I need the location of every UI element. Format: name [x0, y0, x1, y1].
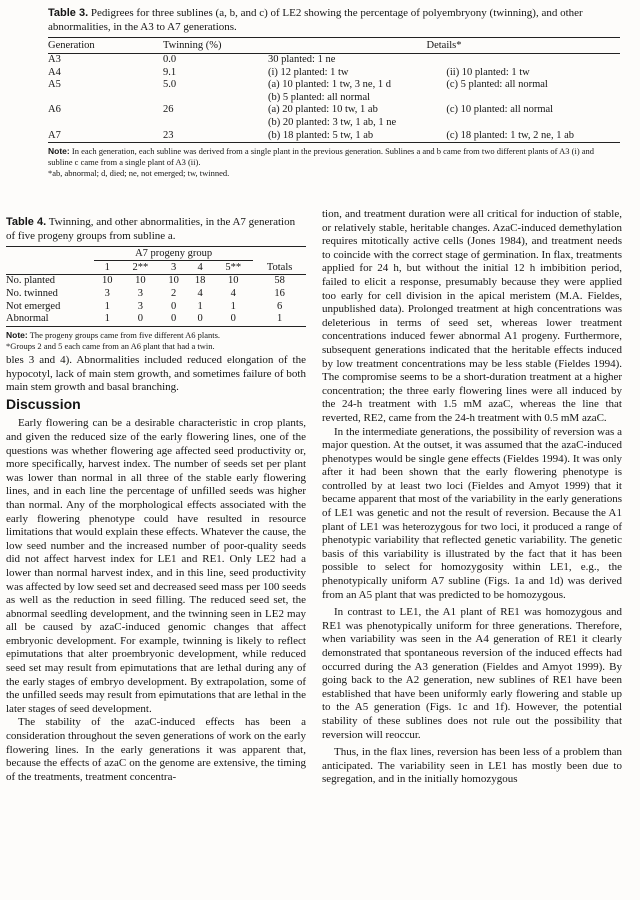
table-4-row-label: Abnormal — [6, 313, 49, 325]
table-4-cell: 16 — [274, 287, 285, 299]
table-3-cell-details-left: (b) 18 planted: 5 tw, 1 ab — [268, 129, 374, 141]
discussion-paragraph-1: Early flowering can be a desirable characteristic in crop plants, and given the reduced size of the early flowering lines, one of the questions was whether flowering age affected seed productivity or, more specifically, harvest index. The number of seeds set per plant was lower than normal in all three of the stable early flowering lines, and in each line the percentage of unfilled seeds was higher than normal. Any of the morphological effects associated with the early flowering phenotype could have resulted in resource limitations that would explain these effects. Whatever the cause, the low seed number and the increased number of poor-quality seeds did not affect harvest index for LE1 and RE1. Only LE2 had a lower than normal harvest index, and in this line, seed productivity was affected by low seed set and decreased seed mass per 100 seeds as well as the reduction in seed filling. The reduced seed set, the abnormal seedling development, and the twinning seen in LE2 may all be caused by azaC-induced genomic changes that affect embryonic development. For example, twinning is likely to reflect epimutations that alter proembryonic development, while reduced seed set may result from epimutations that are lethal during any of the early stages of embryo development. By extrapolation, some of the unfilled seeds may result from epimutations that are lethal in the later stages of seed development. — [6, 417, 306, 715]
table-4-row-label: No. planted — [6, 275, 55, 286]
table-4-cell: 0 — [137, 313, 144, 325]
table-4-column-header: 4 — [187, 261, 214, 275]
table-4-cell: 3 — [104, 287, 110, 299]
table-3-cell-details-right — [440, 117, 620, 130]
table-3-row — [48, 67, 620, 80]
table-3-header-twinning: Twinning (%) — [163, 38, 268, 54]
table-3-header-details: Details* — [268, 38, 620, 54]
table-3-cell-generation: A3 — [48, 54, 61, 65]
table-3-cell-details-left: (a) 10 planted: 1 tw, 3 ne, 1 d — [268, 79, 391, 91]
table-3-cell-generation — [48, 92, 163, 105]
table-4-caption-text: Twinning, and other abnormalities, in the A7 generation of five progeny groups from subline a. — [6, 216, 296, 242]
table-3-cell-twinning: 23 — [163, 129, 174, 141]
table-4-cell: 2 — [170, 287, 177, 299]
table-4-cell: 1 — [104, 313, 110, 325]
table-3-cell-generation: A6 — [48, 104, 61, 116]
table-3 — [48, 6, 620, 179]
right-paragraph-4: Thus, in the flax lines, reversion has been less of a problem than anticipated. The variability seen in LE1 has mostly been due to segregation, and in the initially homozygous — [322, 746, 622, 786]
right-column — [322, 208, 622, 787]
table-4-cell: 1 — [276, 313, 283, 325]
table-4-note-label: Note: — [6, 330, 28, 341]
discussion-paragraph-2: The stability of the azaC-induced effects has been a consideration throughout the seven generations of work on the early flowering lines. In the early generations it was apparent that, because the effects of azaC on the genome are extensive, the timing of the treatments, treatment concentra- — [6, 716, 306, 783]
table-4-cell: 4 — [197, 287, 203, 299]
table-4-row-label: No. twinned — [6, 287, 58, 299]
table-4-group-header: A7 progeny group — [94, 247, 253, 261]
table-3-cell-details-right — [440, 54, 620, 67]
table-3-cell-details-right: (c) 18 planted: 1 tw, 2 ne, 1 ab — [446, 129, 574, 141]
table-3-caption-text: Pedigrees for three sublines (a, b, and c) of LE2 showing the percentage of polyembryony (twinning), and other abnormalities, in the A3 to A7 generations. — [48, 7, 583, 33]
table-4-column-header: 3 — [160, 261, 187, 275]
table-3-cell-generation — [48, 117, 163, 130]
table-4-row — [6, 301, 306, 314]
table-3-cell-details-left: 30 planted: 1 ne — [268, 54, 336, 65]
table-3-cell-details-left: (b) 5 planted: all normal — [268, 91, 371, 103]
table-3-note-text: In each generation, each subline was derived from a single plant in the previous generation. Sublines a and b came from two different plants of A3 (i) and subline c came from a single plant of A3 (ii). — [48, 146, 595, 168]
table-4-caption — [6, 215, 306, 243]
table-3-cell-details-left: (b) 20 planted: 3 tw, 1 ab, 1 ne — [268, 116, 397, 128]
table-4 — [6, 215, 306, 352]
table-4-row-label: Not emerged — [6, 300, 61, 312]
table-3-cell-twinning: 5.0 — [163, 79, 177, 91]
table-3-cell-twinning: 0.0 — [163, 54, 177, 65]
table-4-cell: 10 — [102, 275, 113, 286]
table-4-cell: 10 — [168, 275, 179, 286]
table-4-cell: 4 — [230, 287, 236, 299]
left-lead-paragraph: bles 3 and 4). Abnormalities included reduced elongation of the hypocotyl, lack of main stem growth, and sometimes failure of both main stem growth and basal branching. — [6, 354, 306, 394]
table-3-cell-twinning: 9.1 — [163, 66, 177, 78]
table-4-corner — [6, 247, 94, 261]
table-4-cell: 0 — [230, 313, 236, 325]
table-4-cell: 1 — [197, 300, 203, 312]
table-4-column-headers — [6, 261, 306, 275]
table-4-caption-label: Table 4. — [6, 216, 47, 228]
table-4-header-blank — [6, 261, 94, 275]
table-3-row — [48, 54, 620, 67]
table-4-column-header: 1 — [94, 261, 121, 275]
table-4-cell: 6 — [276, 300, 283, 312]
table-4-row — [6, 288, 306, 301]
table-3-cell-twinning — [163, 92, 268, 105]
table-3-caption — [48, 6, 620, 34]
table-4-cell: 3 — [137, 287, 144, 299]
table-4-footnote: *Groups 2 and 5 each came from an A6 plant that had a twin. — [6, 341, 215, 352]
table-3-cell-twinning: 26 — [163, 104, 174, 116]
right-paragraph-1: tion, and treatment duration were all critical for induction of stable, or relatively stable, heritable changes. AzaC-induced demethylation requires mitotically active cells (Jones 1984), and treatment needs to coincide with the correct stage of germination. In flax, treatments applied for 24 h, but without the initial 12 h imbibition period, failed to elicit a response, presumably because they were applied too early for cell division in the apical meristem (M.A. Fieldes, unpublished data). Prolonged treatment at high concentrations was deleterious in terms of seed set, whereas lower treatment concentrations induced fewer abnormal A1 progeny. Furthermore, subsequent generations indicated that the heritable effects induced by low treatment concentrations may be less stable (Fieldes 1994). The compromise seems to be a short-duration treatment at a higher concentration; the three early flowering lines were all induced by the 24-h treatment with 1.5 mM azaC, whereas the line that reverted, RE2, came from the 24-h treatment with 0.5 mM azaC. — [322, 208, 622, 424]
table-3-cell-generation: A7 — [48, 129, 61, 141]
table-3-row — [48, 79, 620, 92]
table-3-cell-details-left: (a) 20 planted: 10 tw, 1 ab — [268, 104, 378, 116]
table-4-note-text: The progeny groups came from five different A6 plants. — [29, 330, 221, 341]
table-4-column-header: 5** — [213, 261, 253, 275]
table-3-cell-generation: A5 — [48, 79, 61, 91]
table-3-header-generation: Generation — [48, 38, 163, 54]
table-4-cell: 10 — [135, 275, 146, 286]
right-paragraph-2: In the intermediate generations, the possibility of reversion was a major question. At the outset, it was assumed that the azaC-induced phenotypes would be single gene effects (Fieldes 1994). It was only after it had been shown that the early flowering phenotype is controlled by at least two loci (Fieldes and Amyot 1999) that it became apparent that most of the variability in the early generations of LE1 was genetic and not the result of reversion. Because the A1 plant of LE1 was heterozygous for two loci, it produced a range of phenotypic variability that reflected genetic variability. The genetic basis of this variability is illustrated by the fact that it has been possible to select for homozygosity within LE1, e.g., the phenotypically uniform A7 subline (Figs. 1a and 1d) was derived from an A5 plant that was predicted to be homozygous. — [322, 425, 622, 601]
table-4-cell: 58 — [274, 275, 285, 286]
table-3-cell-details-right: (ii) 10 planted: 1 tw — [446, 66, 530, 78]
table-3-note — [48, 146, 620, 179]
table-3-cell-twinning — [163, 117, 268, 130]
table-3-note-label: Note: — [48, 146, 70, 157]
table-3-row — [48, 130, 620, 143]
table-3-cell-generation: A4 — [48, 66, 61, 78]
table-3-grid — [48, 37, 620, 143]
table-3-row — [48, 92, 620, 105]
table-4-note — [6, 330, 306, 352]
table-3-cell-details-right: (c) 5 planted: all normal — [446, 79, 548, 91]
left-column — [6, 354, 306, 784]
table-4-cell: 1 — [104, 300, 110, 312]
discussion-heading: Discussion — [6, 395, 81, 412]
table-4-row — [6, 275, 306, 288]
table-4-column-header: 2** — [121, 261, 161, 275]
table-3-body — [48, 54, 620, 143]
table-4-column-header: Totals — [253, 261, 306, 275]
table-3-cell-details-right: (c) 10 planted: all normal — [446, 104, 554, 116]
table-3-row — [48, 117, 620, 130]
table-4-cell: 1 — [230, 300, 236, 312]
table-4-body — [6, 275, 306, 327]
table-4-cell: 3 — [137, 300, 144, 312]
table-4-cell: 0 — [170, 300, 177, 312]
table-4-corner-right — [253, 247, 306, 261]
table-3-cell-details-right — [440, 92, 620, 105]
table-4-cell: 0 — [170, 313, 177, 325]
table-4-cell: 18 — [194, 275, 206, 286]
table-3-caption-label: Table 3. — [48, 7, 89, 19]
table-4-cell: 0 — [197, 313, 203, 325]
table-4-grid — [6, 246, 306, 327]
table-3-footnote: *ab, abnormal; d, died; ne, not emerged; tw, twinned. — [48, 168, 230, 179]
table-4-cell: 10 — [228, 275, 239, 286]
table-4-row — [6, 313, 306, 326]
right-paragraph-3: In contrast to LE1, the A1 plant of RE1 was homozygous and RE1 was phenotypically uniform for three generations. Therefore, when variability was seen in the A4 generation of RE1 it clearly demonstrated that spontaneous reversion of the induced effects had occurred during the A3 generation (Fieldes and Amyot 1999). By going back to the A2 generation, new sublines of RE1 have been established that have been uniformly early flowering and stable up to the A5 generation (Figs. 1c and 1f). However, the potential stability of these sublines does not rule out the possibility that reversion will reoccur. — [322, 606, 622, 741]
table-3-row — [48, 104, 620, 117]
table-3-cell-details-left: (i) 12 planted: 1 tw — [268, 66, 349, 78]
